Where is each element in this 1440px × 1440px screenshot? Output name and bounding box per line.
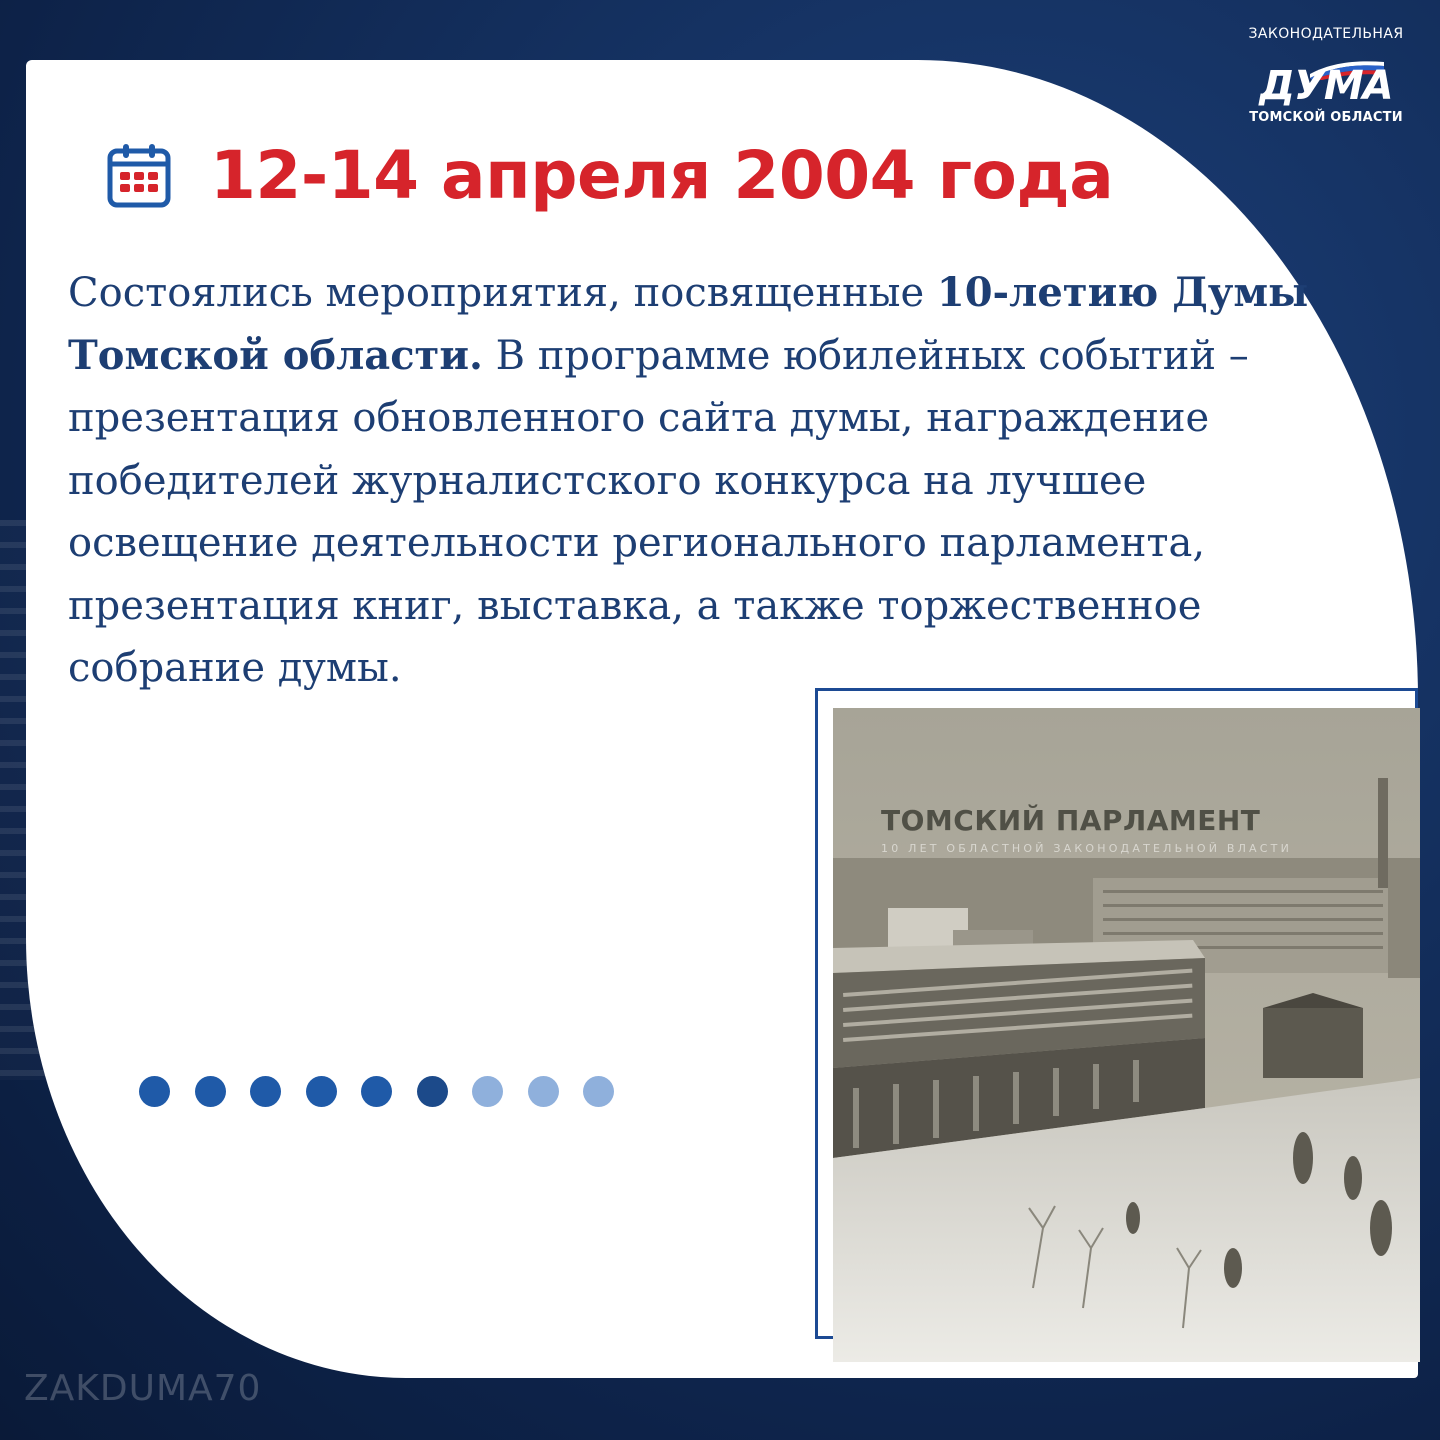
description-highlight: 10-летию Думы Томской области.: [68, 269, 1309, 379]
book-title: ТОМСКИЙ ПАРЛАМЕНТ: [881, 804, 1261, 837]
pagination-dot[interactable]: [139, 1076, 170, 1107]
pagination-dot[interactable]: [528, 1076, 559, 1107]
pagination-dot[interactable]: [583, 1076, 614, 1107]
description-part-1: Состоялись мероприятия, посвященные: [68, 270, 937, 316]
calendar-icon: [106, 142, 172, 208]
pagination-dot[interactable]: [195, 1076, 226, 1107]
description-part-2: В программе юбилейных событий – презентация обновленного сайта думы, награждение победителей журналистского конкурса на лучшее освещение деятельности регионального парламента, презентация книг, выставка, а также торжественное собрание думы.: [68, 332, 1249, 691]
book-cover-photo: [833, 708, 1420, 1362]
pagination-dot[interactable]: [250, 1076, 281, 1107]
pagination-dot[interactable]: [417, 1076, 448, 1107]
logo-top-text: ЗАКОНОДАТЕЛЬНАЯ: [1248, 26, 1404, 42]
logo-word: ДУМА: [1259, 63, 1393, 109]
book-subtitle: 10 ЛЕТ ОБЛАСТНОЙ ЗАКОНОДАТЕЛЬНОЙ ВЛАСТИ: [881, 842, 1292, 855]
pagination-dot[interactable]: [306, 1076, 337, 1107]
event-description: [68, 262, 1368, 700]
pagination-dot[interactable]: [361, 1076, 392, 1107]
event-date: 12-14 апреля 2004 года: [210, 137, 1114, 214]
watermark: ZAKDUMA70: [24, 1368, 262, 1409]
duma-logo: [1246, 26, 1406, 125]
pagination-dot[interactable]: [472, 1076, 503, 1107]
logo-mark: [1246, 46, 1406, 108]
logo-bottom-text: ТОМСКОЙ ОБЛАСТИ: [1249, 110, 1403, 125]
